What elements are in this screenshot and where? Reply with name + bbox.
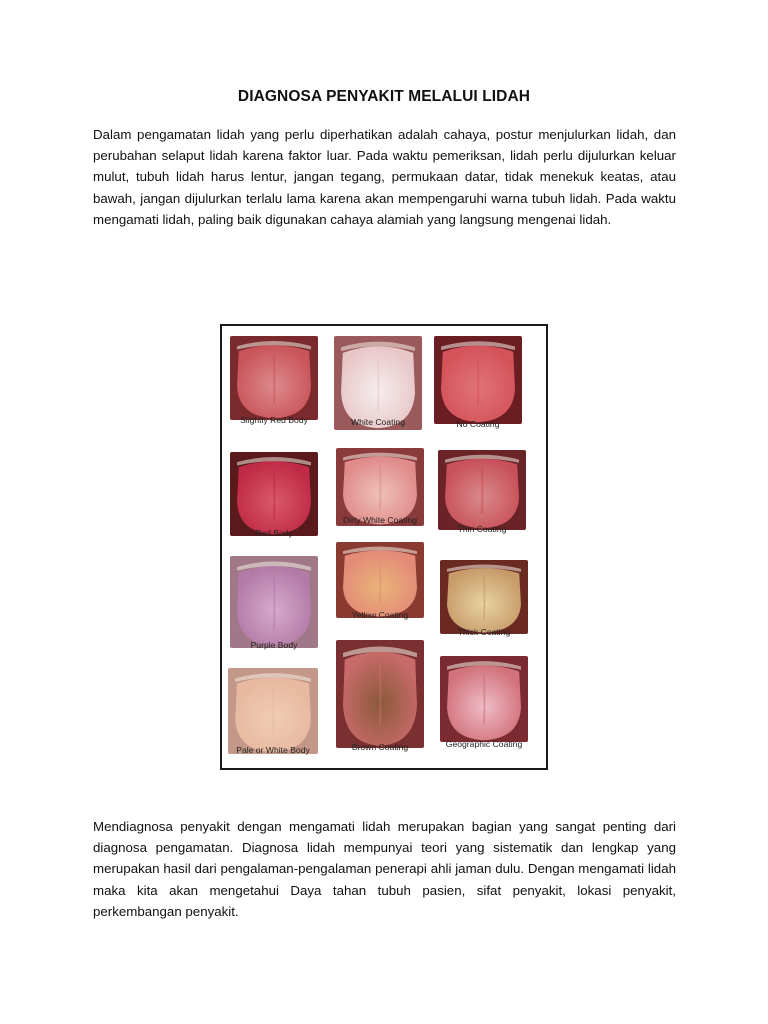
tongue-image	[440, 560, 528, 634]
tongue-caption: Brown Coating	[351, 742, 409, 752]
tongue-diagnosis-figure	[220, 324, 548, 770]
page-title: DIAGNOSA PENYAKIT MELALUI LIDAH	[237, 88, 531, 105]
tongue-image	[336, 640, 424, 748]
tongue-image	[434, 336, 522, 424]
tongue-caption: Yellow Coating	[351, 610, 409, 620]
tongue-caption: Thick Coating	[457, 627, 511, 637]
tongue-image	[230, 556, 318, 648]
tongue-image	[230, 336, 318, 420]
tongue-image	[334, 336, 422, 430]
tongue-image	[438, 450, 526, 530]
tongue-caption: Thin Coating	[457, 524, 507, 534]
tongue-image	[336, 542, 424, 618]
tongue-image	[440, 656, 528, 742]
tongue-caption: Purple Body	[250, 640, 298, 650]
tongue-caption: No Coating	[456, 419, 500, 429]
closing-paragraph: Mendiagnosa penyakit dengan mengamati lidah merupakan bagian yang sangat penting dari diagnosa pengamatan. Diagnosa lidah mempunyai teori yang sistematik dan lengkap yang merupakan hasil dari pengalaman-pengalaman penerapi ahli jaman dulu. Dengan mengamati lidah maka kita akan mengetahui Daya tahan tubuh pasien, sifat penyakit, lokasi penyakit, perkembangan penyakit.	[93, 819, 676, 919]
tongue-caption: Slightly Red Body	[240, 415, 308, 425]
tongue-image	[228, 668, 318, 754]
tongue-caption: White Coating	[351, 417, 405, 427]
tongue-caption: Red Body	[255, 528, 293, 538]
intro-paragraph: Dalam pengamatan lidah yang perlu diperhatikan adalah cahaya, postur menjulurkan lidah, dan perubahan selaput lidah karena faktor luar. Pada waktu pemeriksan, lidah perlu dijulurkan keluar mulut, tubuh lidah harus lentur, jangan tegang, permukaan datar, tidak menekuk keatas, atau bawah, jangan dijulurkan terlalu lama karena akan mempengaruhi warna tubuh lidah. Pada waktu mengamati lidah, paling baik digunakan cahaya alamiah yang langsung mengenai lidah.	[93, 127, 676, 227]
tongue-caption: Geographic Coating	[445, 739, 523, 749]
tongue-caption: Dirty White Coating	[342, 515, 418, 525]
tongue-caption: Pale or White Body	[236, 745, 310, 755]
tongue-image	[230, 452, 318, 536]
